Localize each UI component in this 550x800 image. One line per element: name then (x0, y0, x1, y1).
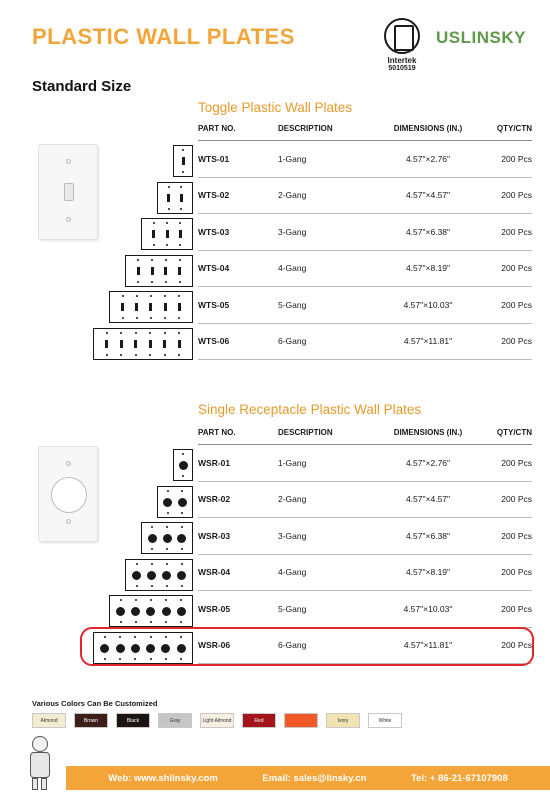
description: 4-Gang (278, 567, 307, 578)
table-row (198, 251, 532, 288)
qty: 200 Pcs (501, 226, 532, 237)
dimensions: 4.57"×4.57" (405, 190, 451, 201)
screw-icon (66, 159, 71, 164)
screw-icon (66, 519, 71, 524)
footer-bar (66, 766, 550, 790)
qty: 200 Pcs (501, 530, 532, 541)
description: 5-Gang (278, 603, 307, 614)
dimensions: 4.57"×6.38" (405, 226, 451, 237)
col-qty: QTY/CTN (496, 428, 532, 437)
description: 3-Gang (278, 226, 307, 237)
description: 1-Gang (278, 457, 307, 468)
etl-logo-icon (384, 18, 420, 54)
color-swatch: Light Almond (200, 713, 234, 728)
qty: 200 Pcs (501, 153, 532, 164)
description: 4-Gang (278, 263, 307, 274)
dimensions: 4.57"×4.57" (405, 494, 451, 505)
receptacle-diagram-icon (173, 449, 193, 481)
table-row (198, 324, 532, 361)
dimensions: 4.57"×8.19" (405, 567, 451, 578)
toggle-slot-icon (64, 183, 74, 201)
toggle-plate-photo (38, 144, 98, 240)
page-title: PLASTIC WALL PLATES (32, 24, 295, 49)
footer-email: Email: sales@linsky.cn (262, 772, 367, 784)
col-part: PART NO. (198, 428, 236, 437)
cert-name: Intertek (387, 56, 417, 65)
dimensions: 4.57"×10.03" (403, 299, 453, 310)
color-swatch: Red (242, 713, 276, 728)
part-no: WTS-02 (198, 190, 230, 201)
footer-tel: Tel: + 86-21-67107908 (410, 772, 508, 784)
certification-mark (372, 18, 432, 80)
toggle-section-title: Toggle Plastic Wall Plates (198, 100, 353, 115)
receptacle-diagram-icon (93, 632, 193, 664)
toggle-diagram-icon (109, 291, 193, 323)
receptacle-diagram-icon (109, 595, 193, 627)
dimensions: 4.57"×2.76" (405, 153, 451, 164)
description: 1-Gang (278, 153, 307, 164)
color-swatch: Black (116, 713, 150, 728)
qty: 200 Pcs (501, 640, 532, 651)
toggle-diagram-icon (125, 255, 193, 287)
part-no: WTS-05 (198, 299, 230, 310)
qty: 200 Pcs (501, 567, 532, 578)
table-row (198, 591, 532, 628)
description: 3-Gang (278, 530, 307, 541)
colors-label: Various Colors Can Be Customized (32, 699, 158, 708)
part-no: WSR-03 (198, 530, 231, 541)
color-swatch: Almond (32, 713, 66, 728)
toggle-diagram-icon (157, 182, 193, 214)
table-row (198, 178, 532, 215)
table-row (198, 214, 532, 251)
toggle-table (198, 124, 532, 360)
toggle-diagram-icon (141, 218, 193, 250)
part-no: WTS-04 (198, 263, 230, 274)
receptacle-diagram-icon (141, 522, 193, 554)
mascot-icon (26, 736, 54, 792)
dimensions: 4.57"×6.38" (405, 530, 451, 541)
qty: 200 Pcs (501, 263, 532, 274)
part-no: WSR-01 (198, 457, 231, 468)
dimensions: 4.57"×8.19" (405, 263, 451, 274)
part-no: WSR-02 (198, 494, 231, 505)
table-row (198, 445, 532, 482)
color-swatch: Ivory (326, 713, 360, 728)
qty: 200 Pcs (501, 603, 532, 614)
qty: 200 Pcs (501, 494, 532, 505)
section-subtitle: Standard Size (32, 78, 132, 95)
part-no: WTS-03 (198, 226, 230, 237)
toggle-diagram-icon (173, 145, 193, 177)
footer-web: Web: www.shlinsky.com (108, 772, 218, 784)
color-swatch: Gray (158, 713, 192, 728)
part-no: WTS-06 (198, 336, 230, 347)
description: 6-Gang (278, 336, 307, 347)
color-swatch: Brown (74, 713, 108, 728)
qty: 200 Pcs (501, 336, 532, 347)
col-qty: QTY/CTN (496, 124, 532, 133)
table-header (198, 428, 532, 445)
col-dims: DIMENSIONS (IN.) (393, 428, 463, 437)
col-desc: DESCRIPTION (278, 124, 333, 133)
table-row (198, 287, 532, 324)
receptacle-plate-photo (38, 446, 98, 542)
brand-logo: USLINSKY (436, 28, 526, 47)
qty: 200 Pcs (501, 299, 532, 310)
toggle-diagram-icon (93, 328, 193, 360)
screw-icon (66, 217, 71, 222)
table-row (198, 518, 532, 555)
part-no: WSR-05 (198, 603, 231, 614)
description: 6-Gang (278, 640, 307, 651)
part-no: WSR-06 (198, 640, 231, 651)
cert-number: 5010519 (388, 65, 416, 72)
col-dims: DIMENSIONS (IN.) (393, 124, 463, 133)
receptacle-opening-icon (51, 477, 87, 513)
dimensions: 4.57"×11.81" (403, 336, 453, 347)
description: 2-Gang (278, 190, 307, 201)
col-desc: DESCRIPTION (278, 428, 333, 437)
col-part: PART NO. (198, 124, 236, 133)
table-row (198, 141, 532, 178)
color-swatches (32, 713, 402, 728)
dimensions: 4.57"×2.76" (405, 457, 451, 468)
receptacle-diagram-icon (157, 486, 193, 518)
part-no: WSR-04 (198, 567, 231, 578)
receptacle-section-title: Single Receptacle Plastic Wall Plates (198, 402, 422, 417)
table-row (198, 555, 532, 592)
receptacle-diagram-icon (125, 559, 193, 591)
qty: 200 Pcs (501, 190, 532, 201)
part-no: WTS-01 (198, 153, 230, 164)
description: 2-Gang (278, 494, 307, 505)
color-swatch: White (368, 713, 402, 728)
table-header (198, 124, 532, 141)
description: 5-Gang (278, 299, 307, 310)
screw-icon (66, 461, 71, 466)
color-swatch (284, 713, 318, 728)
dimensions: 4.57"×11.81" (403, 640, 453, 651)
dimensions: 4.57"×10.03" (403, 603, 453, 614)
table-row (198, 482, 532, 519)
qty: 200 Pcs (501, 457, 532, 468)
